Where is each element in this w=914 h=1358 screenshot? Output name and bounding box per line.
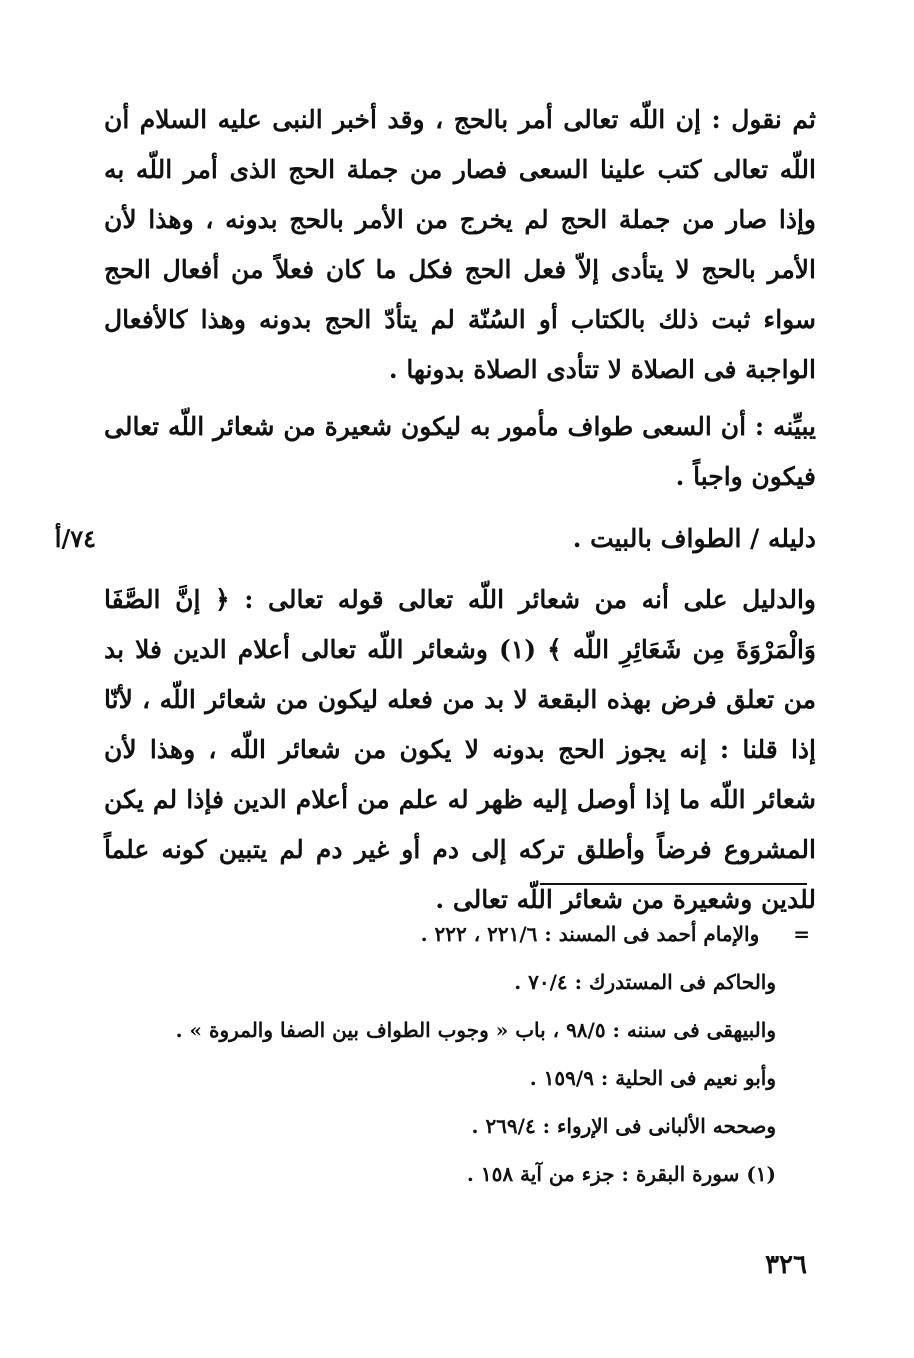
footnote-text: وأبو نعيم فى الحلية : ١٥٩/٩ .: [529, 1066, 776, 1090]
footnote-line: [110, 1150, 810, 1198]
paragraph-2: يبيِّنه : أن السعى طواف مأمور به ليكون شعيرة من شعائر اللّه تعالى فيكون واجباً .: [104, 412, 816, 491]
page-number: ٣٢٦: [765, 1250, 807, 1280]
footnote-text: وصححه الألبانى فى الإرواء : ٢٦٩/٤ .: [471, 1114, 776, 1138]
footnote-text: والبيهقى فى سننه : ٩٨/٥ ، باب « وجوب الطواف بين الصفا والمروة » .: [175, 1018, 776, 1042]
margin-folio-reference: ٧٤/أ: [54, 524, 96, 553]
section-sub-heading: دليله / الطواف بالبيت .: [572, 524, 816, 553]
footnote-continuation-mark: =: [793, 922, 810, 946]
footnote-line: [110, 1102, 810, 1150]
footnote-divider: [540, 883, 807, 885]
footnote-text: والإمام أحمد فى المسند : ٢٢١/٦ ، ٢٢٢ .: [420, 922, 760, 946]
paragraph-1: ثم نقول : إن اللّه تعالى أمر بالحج ، وقد أخبر النبى عليه السلام أن اللّه تعالى كتب علينا السعى فصار من جملة الحج الذى أمر اللّه به وإذا صار من جملة الحج لم يخرج من الأمر بالحج بدونه ، وهذا لأن الأمر بالحج لا يتأدى إلاّ فعل الحج فكل ما كان فعلاً من أفعال الحج سواء ثبت ذلك بالكتاب أو السُنّة لم يتأدّ الحج بدونه وهذا كالأفعال الواجبة فى الصلاة لا تتأدى الصلاة بدونها .: [104, 105, 817, 384]
footnotes: [110, 910, 810, 1198]
paragraph-3: والدليل على أنه من شعائر اللّه تعالى قوله تعالى : ﴿ إنَّ الصَّفَا وَالْمَرْوَةَ مِن شَعَائِرِ اللّه ﴾ (١) وشعائر اللّه تعالى أعلام الدين فلا بد من تعلق فرض بهذه البقعة لا بد من فعله ليكون من شعائر اللّه ، لأنّا إذا قلنا : إنه يجوز الحج بدونه لا يكون من شعائر اللّه ، وهذا لأن شعائر اللّه ما إذا أوصل إليه ظهر له علم من أعلام الدين فإذا لم يكن المشروع فرضاً وأطلق تركه إلى دم أو غير دم لم يتبين كونه علماً للدين وشعيرة من شعائر اللّه تعالى .: [104, 585, 816, 914]
footnote-text: والحاكم فى المستدرك : ٧٠/٤ .: [514, 970, 776, 994]
footnote-line: [110, 1054, 810, 1102]
footnote-text: (١) سورة البقرة : جزء من آية ١٥٨ .: [466, 1162, 776, 1186]
footnote-line: [110, 1006, 810, 1054]
footnote-line: [110, 958, 810, 1006]
footnote-line: [110, 910, 810, 958]
